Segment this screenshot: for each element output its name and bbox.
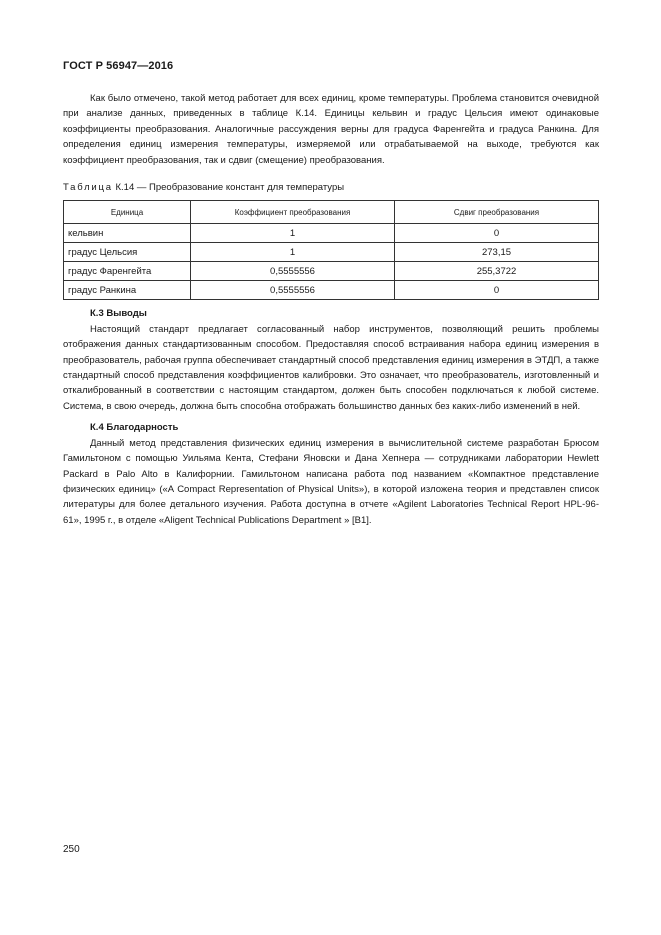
cell-offset: 273,15 — [395, 243, 599, 262]
conversion-table — [63, 200, 599, 300]
cell-offset: 0 — [395, 224, 599, 243]
page-number: 250 — [63, 844, 80, 855]
header-unit: Единица — [64, 201, 191, 224]
document-header: ГОСТ Р 56947—2016 — [63, 60, 174, 72]
section-title-k4: К.4 Благодарность — [90, 422, 179, 434]
table-caption-text: К.14 — Преобразование констант для температуры — [112, 182, 345, 194]
acknowledgements-paragraph: Данный метод представления физических единиц измерения в вычислительной системе разработан Брюсом Гамильтоном с помощью Уильяма Кента, Стефани Яновски и Дана Хепнера — сотрудниками лаборатории Hewlett Packard в Palo Alto в Калифорнии. Гамильтоном написана работа под названием «Компактное представление физических единиц» («A Compact Representation of Physical Units»), в которой изложена теория и представлен список литературы для более детального изучения. Работа доступна в отчете «Agilent Laboratories Technical Report HPL-96-61», 1995 г., в отделе «Aligent Technical Publications Department » [B1]. — [63, 437, 599, 526]
table-row — [64, 262, 599, 281]
cell-coefficient: 0,5555556 — [191, 281, 395, 300]
cell-unit: градус Фаренгейта — [64, 262, 191, 281]
cell-unit: градус Цельсия — [64, 243, 191, 262]
header-coefficient: Коэффициент преобразования — [191, 201, 395, 224]
table-caption-label: Таблица — [63, 182, 113, 194]
cell-unit: градус Ранкина — [64, 281, 191, 300]
cell-coefficient: 1 — [191, 224, 395, 243]
table-row — [64, 224, 599, 243]
conclusions-paragraph: Настоящий стандарт предлагает согласованный набор инструментов, позволяющий решить проблемы отображения данных стандартизованным способом. Предоставляя способ встраивания набора единиц измерения в преобразователь, рабочая группа обеспечивает стандартный способ представления единиц измерения в ЭТДП, а также стандартный способ представления коэффициентов калибровки. Это означает, что преобразователь, изготовленный и откалиброванный в соответствии с настоящим стандартом, должен быть способен подключаться к любой системе. Система, в свою очередь, должна быть способна отображать большинство данных без каких-либо изменений в ней. — [63, 323, 599, 412]
cell-unit: кельвин — [64, 224, 191, 243]
header-offset: Сдвиг преобразования — [395, 201, 599, 224]
cell-coefficient: 0,5555556 — [191, 262, 395, 281]
table-row — [64, 243, 599, 262]
cell-offset: 0 — [395, 281, 599, 300]
table-header-row — [64, 201, 599, 224]
cell-offset: 255,3722 — [395, 262, 599, 281]
cell-coefficient: 1 — [191, 243, 395, 262]
page-content — [63, 91, 599, 528]
table-row — [64, 281, 599, 300]
table-caption — [63, 180, 599, 195]
section-title-k3: К.3 Выводы — [90, 308, 147, 320]
intro-paragraph: Как было отмечено, такой метод работает для всех единиц, кроме температуры. Проблема становится очевидной при анализе данных, приведенных в таблице К.14. Единицы кельвин и градус Цельсия имеют одинаковые коэффициенты преобразования. Аналогичные рассуждения верны для градуса Фаренгейта и градуса Ранкина. Для определения единиц измерения температуры, измеряемой или отрабатываемой на выходе, требуются как коэффициент преобразования, так и сдвиг (смещение) преобразования. — [63, 93, 599, 166]
